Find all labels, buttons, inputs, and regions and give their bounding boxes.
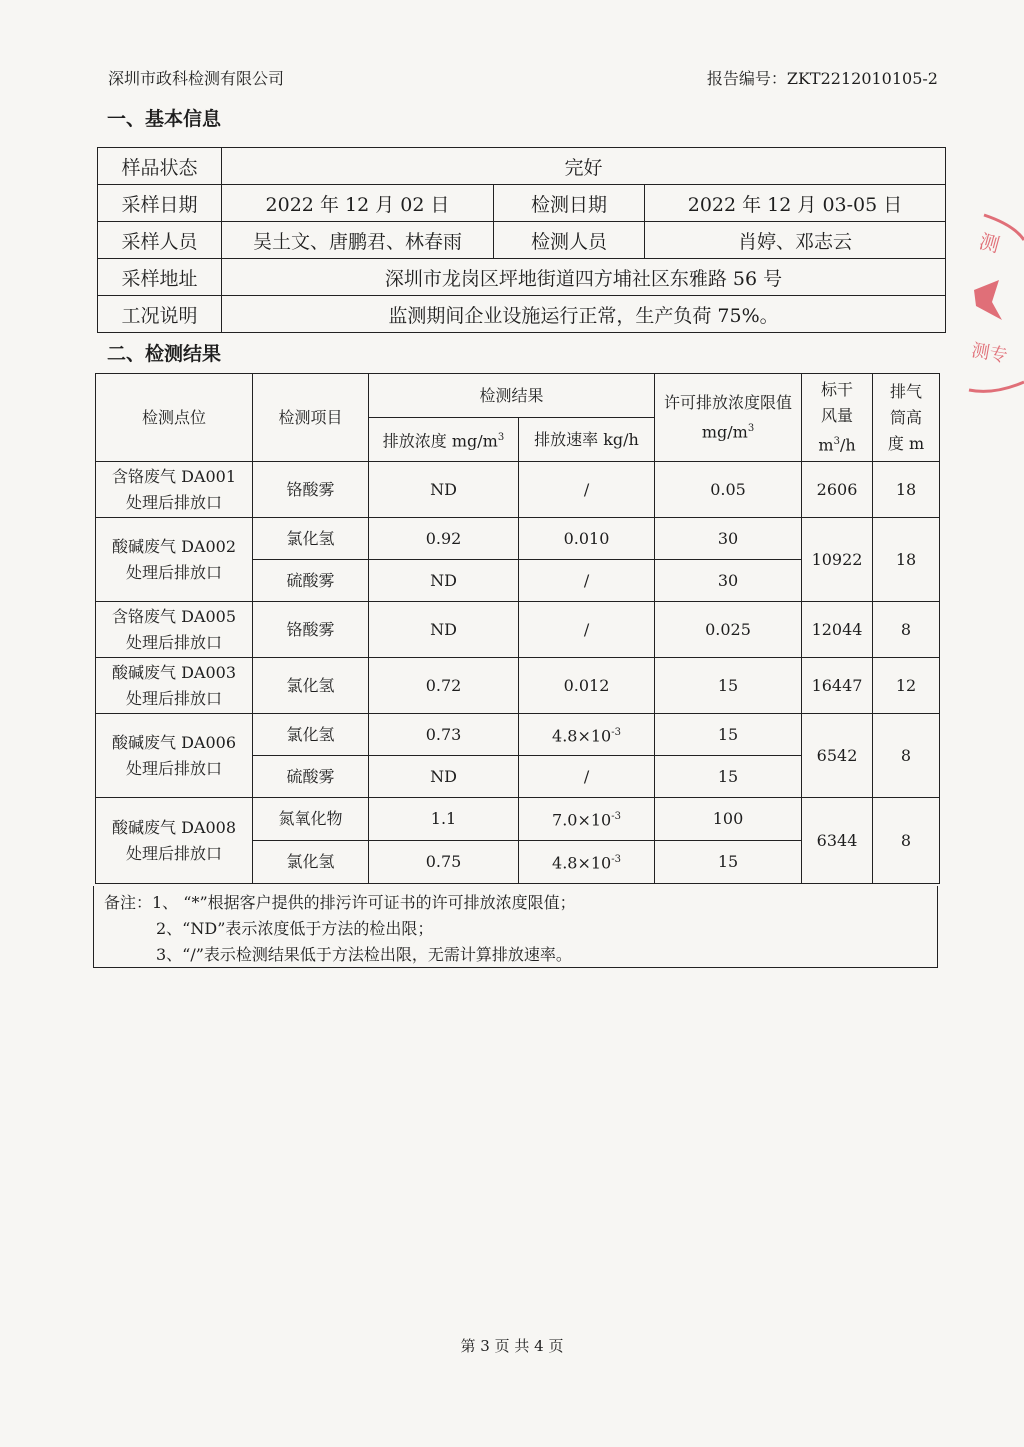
point-cell: 含铬废气 DA005 处理后排放口 [96, 602, 253, 658]
table-row: 含铬废气 DA005 处理后排放口 铬酸雾 ND / 0.025 12044 8 [96, 602, 940, 658]
report-number: 报告编号：ZKT2212010105-2 [706, 69, 938, 88]
tester-label: 检测人员 [494, 222, 645, 259]
col-header-result: 检测结果 [369, 374, 655, 418]
test-date-value: 2022 年 12 月 03-05 日 [645, 185, 946, 222]
point-cell: 含铬废气 DA001 处理后排放口 [96, 462, 253, 518]
point-cell: 酸碱废气 DA008 处理后排放口 [96, 798, 253, 884]
sampling-date-value: 2022 年 12 月 02 日 [222, 185, 494, 222]
svg-text:测: 测 [976, 228, 1003, 258]
table-row: 酸碱废气 DA006 处理后排放口 氯化氢 0.73 $4.8\times 10^{-3}$ 15 6542 8 [96, 714, 940, 756]
test-date-label: 检测日期 [494, 185, 645, 222]
page-number: 第 3 页 共 4 页 [460, 1337, 564, 1355]
address-label: 采样地址 [98, 259, 222, 296]
col-header-flow: 标干 风量 $m^3/h$ [802, 374, 873, 462]
point-cell: 酸碱废气 DA003 处理后排放口 [96, 658, 253, 714]
company-name: 深圳市政科检测有限公司 [108, 69, 285, 88]
point-cell: 酸碱废气 DA006 处理后排放口 [96, 714, 253, 798]
section-results-title: 二、检测结果 [107, 343, 222, 365]
sample-status-value: 完好 [222, 148, 946, 185]
sample-status-label: 样品状态 [98, 148, 222, 185]
col-header-rate: 排放速率 kg/h [519, 418, 655, 462]
col-header-conc: 排放浓度 $mg/m^3$ [369, 418, 519, 462]
sampling-date-label: 采样日期 [98, 185, 222, 222]
limit-header-line1: 许可排放浓度限值 [664, 392, 793, 412]
table-row: 硫酸雾 ND / 30 [96, 560, 940, 602]
remark-1: 备注：1、 “*”根据客户提供的排污许可证书的许可排放浓度限值； [104, 893, 576, 912]
table-row: 酸碱废气 DA002 处理后排放口 氯化氢 0.92 0.010 30 10922 18 [96, 518, 940, 560]
table-row: 硫酸雾 ND / 15 [96, 756, 940, 798]
section-basic-info-title: 一、基本信息 [107, 108, 222, 130]
table-row: 酸碱废气 DA008 处理后排放口 氮氧化物 1.1 $7.0\times 10^{-3}$ 100 6344 8 [96, 798, 940, 841]
table-row: 含铬废气 DA001 处理后排放口 铬酸雾 ND / 0.05 2606 18 [96, 462, 940, 518]
point-cell: 酸碱废气 DA002 处理后排放口 [96, 518, 253, 602]
table-row: 氯化氢 0.75 $4.8\times 10^{-3}$ 15 [96, 841, 940, 884]
sampler-value: 吴土文、唐鹏君、林春雨 [222, 222, 494, 259]
basic-info-table [97, 147, 946, 333]
col-header-point: 检测点位 [96, 374, 253, 462]
sampler-label: 采样人员 [98, 222, 222, 259]
limit-header-line2: $mg/m^3$ [701, 422, 755, 442]
seal-stamp-icon [964, 210, 1024, 410]
col-header-item: 检测项目 [253, 374, 369, 462]
results-table [95, 373, 940, 884]
remarks-box [93, 886, 938, 968]
table-row: 酸碱废气 DA003 处理后排放口 氯化氢 0.72 0.012 15 16447 12 [96, 658, 940, 714]
condition-label: 工况说明 [98, 296, 222, 333]
svg-text:测专: 测专 [969, 340, 1010, 367]
tester-value: 肖婷、邓志云 [645, 222, 946, 259]
col-header-height: 排气 筒高 度 m [873, 374, 940, 462]
remark-3: 3、“/”表示检测结果低于方法检出限，无需计算排放速率。 [156, 945, 572, 964]
condition-value: 监测期间企业设施运行正常，生产负荷 75%。 [222, 296, 946, 333]
col-header-limit [655, 374, 802, 462]
remark-2: 2、“ND”表示浓度低于方法的检出限； [156, 919, 434, 938]
address-value: 深圳市龙岗区坪地街道四方埔社区东雅路 56 号 [222, 259, 946, 296]
